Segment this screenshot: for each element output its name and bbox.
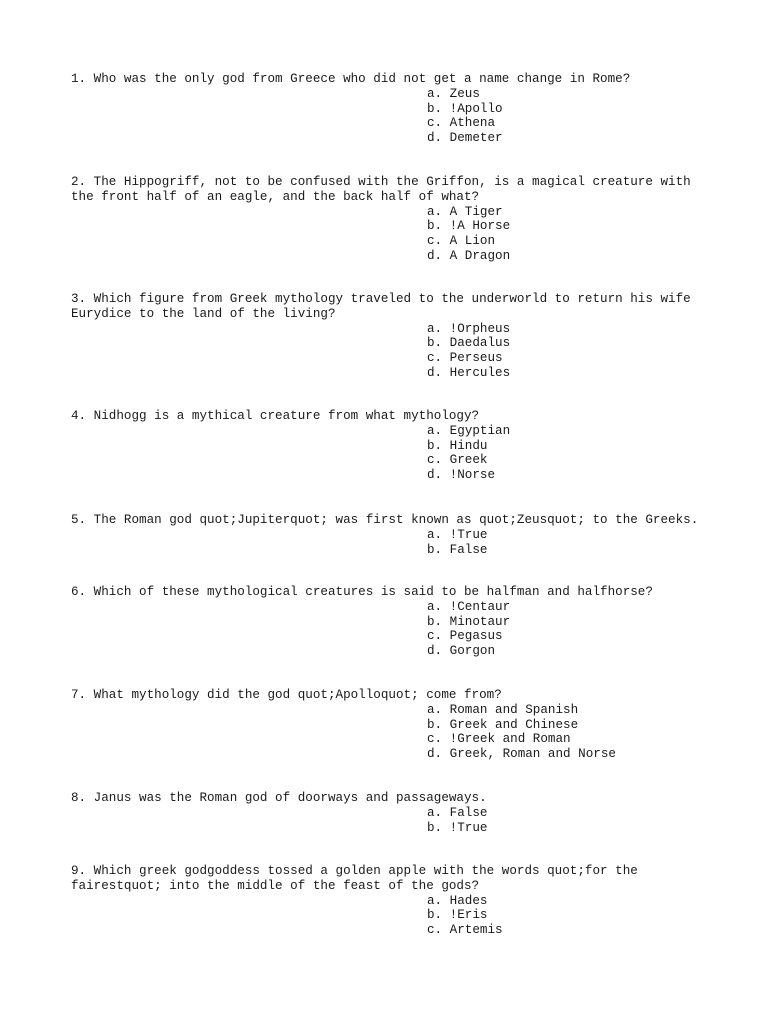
question-7 [71,688,711,762]
answer-options [71,806,711,836]
answer-option: d. Greek, Roman and Norse [427,747,616,762]
answer-option: a. Egyptian [427,423,511,438]
question-text: 5. The Roman god quot;Jupiterquot; was first known as quot;Zeusquot; to the Greeks. [71,513,699,527]
question-4 [71,409,711,483]
answer-option: a. Roman and Spanish [427,702,579,717]
answer-option: b. Minotaur [427,614,511,629]
question-text: 2. The Hippogriff, not to be confused with the Griffon, is a magical creature with the front half of an eagle, and the back half of what? [71,175,699,204]
answer-option: a. !Orpheus [427,321,511,336]
question-6 [71,585,711,659]
question-text: 1. Who was the only god from Greece who did not get a name change in Rome? [71,72,631,86]
answer-option: d. Demeter [427,131,503,146]
question-8 [71,791,711,835]
answer-options [71,703,711,762]
answer-option: c. Greek [427,453,488,468]
answer-option: c. Athena [427,116,496,131]
question-text: 9. Which greek godgoddess tossed a golden apple with the words quot;for the fairestquot; into the middle of the feast of the gods? [71,864,646,893]
answer-option: c. !Greek and Roman [427,732,571,747]
answer-option: c. Perseus [427,351,503,366]
question-2 [71,175,711,264]
answer-option: b. False [427,542,488,557]
answer-option: a. A Tiger [427,204,503,219]
question-3 [71,292,711,381]
answer-options [71,87,711,146]
answer-option: b. !Eris [427,908,488,923]
question-text: 8. Janus was the Roman god of doorways and passageways. [71,791,487,805]
question-9 [71,864,711,938]
answer-option: c. Artemis [427,923,503,938]
answer-options [71,322,711,381]
answer-option: a. Hades [427,893,488,908]
answer-options [71,600,711,659]
question-text: 4. Nidhogg is a mythical creature from what mythology? [71,409,480,423]
answer-option: b. !True [427,820,488,835]
answer-option: a. !Centaur [427,599,511,614]
answer-option: a. Zeus [427,86,480,101]
answer-option: b. Hindu [427,438,488,453]
answer-option: c. Pegasus [427,629,503,644]
answer-option: b. Daedalus [427,336,511,351]
question-text: 6. Which of these mythological creatures is said to be halfman and halfhorse? [71,585,653,599]
question-5 [71,513,711,557]
answer-option: d. A Dragon [427,248,511,263]
answer-option: a. False [427,805,488,820]
answer-option: d. Gorgon [427,644,496,659]
answer-option: a. !True [427,527,488,542]
answer-option: b. !A Horse [427,219,511,234]
answer-option: b. Greek and Chinese [427,717,579,732]
question-text: 3. Which figure from Greek mythology traveled to the underworld to return his wife Eurydice to the land of the living? [71,292,699,321]
answer-options [71,424,711,483]
question-1 [71,72,711,146]
answer-option: d. !Norse [427,468,496,483]
question-text: 7. What mythology did the god quot;Apolloquot; come from? [71,688,502,702]
answer-option: b. !Apollo [427,101,503,116]
answer-option: d. Hercules [427,365,511,380]
answer-options [71,205,711,264]
answer-options [71,528,711,558]
answer-options [71,894,711,938]
answer-option: c. A Lion [427,234,496,249]
